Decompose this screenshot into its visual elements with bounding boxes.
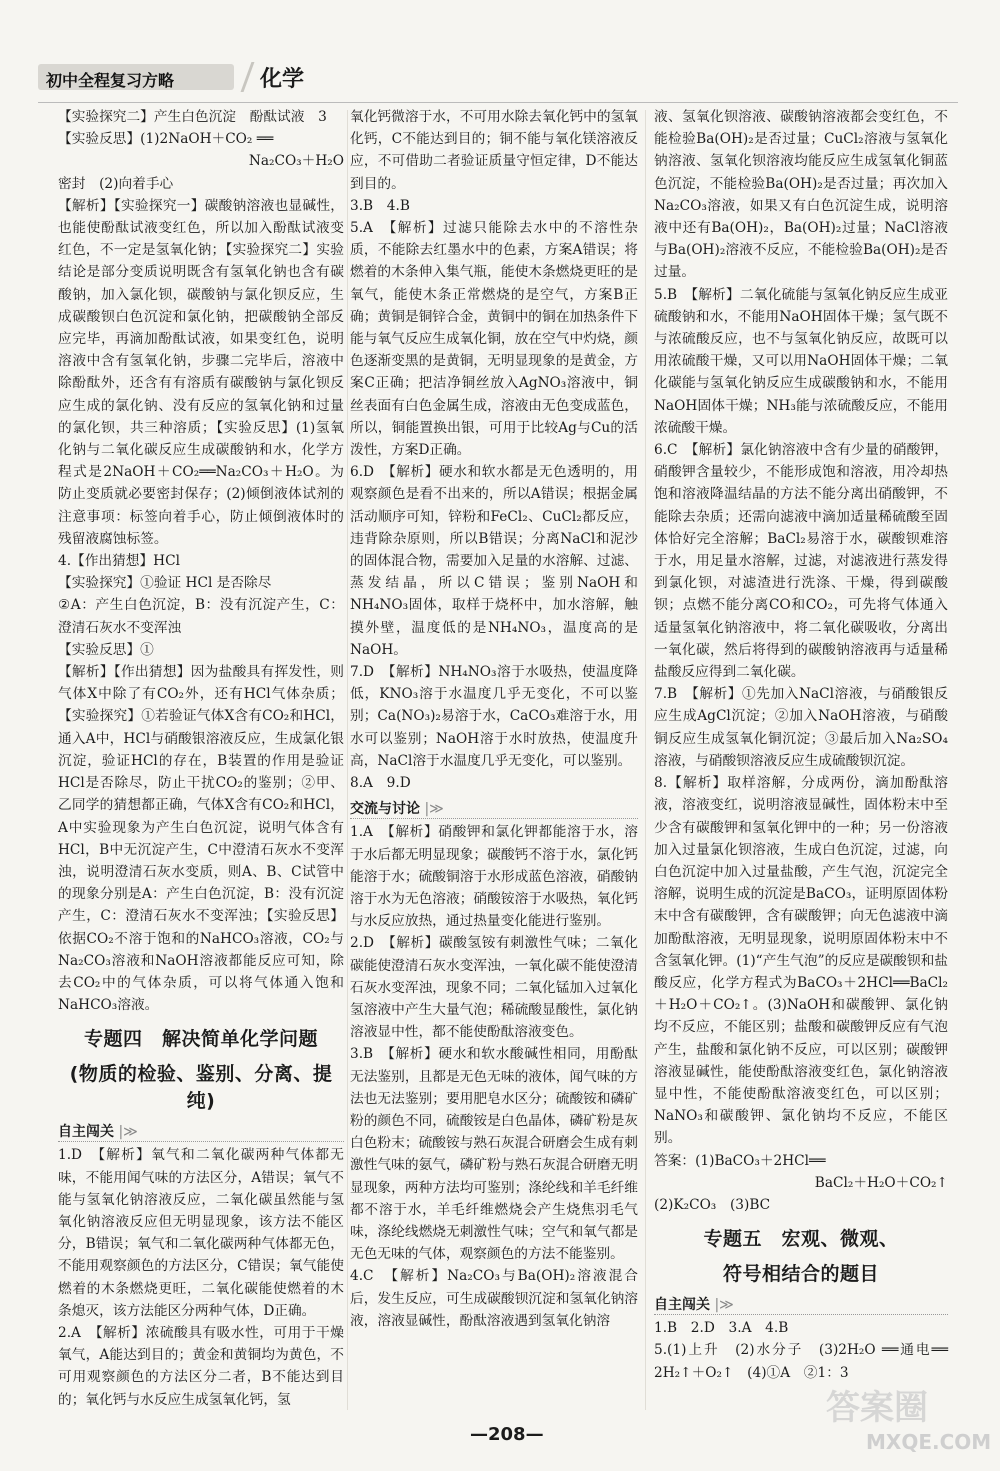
section-title: 专题四 解决简单化学问题 [83,1028,318,1051]
paragraph: 4.【作出猜想】HCl [58,553,180,570]
watermark-logo: 答案圈 [826,1388,928,1428]
paragraph: 7.D 【解析】NH₄NO₃溶于水吸热，使温度降低，KNO₃溶于水温度几乎无变化，不可以鉴别；Ca(NO₃)₂易溶于水，CaCO₃难溶于水，用水可以鉴别；NaOH溶于水时放热，使温度升高，NaCl溶于水温度几乎无变化，可以鉴别。 [350,664,638,769]
subsection-heading [58,1121,344,1142]
column-middle [350,106,638,1332]
paragraph: 8.【解析】取样溶解，分成两份，滴加酚酞溶液，溶液变红，说明溶液显碱性，固体粉末中至少含有碳酸钾和氢氧化钾中的一种；另一份溶液加入过量氯化钡溶液，生成白色沉淀，过滤，向白色沉淀中加入过量盐酸，产生气泡，沉淀完全溶解，说明生成的沉淀是BaCO₃，证明原固体粉末中含有碳酸钾，含有碳酸钾；向无色滤液中滴加酚酞溶液，无明显现象，说明原固体粉末中不含氢氧化钾。(1)“产生气泡”的反应是碳酸钡和盐酸反应，化学方程式为BaCO₃＋2HCl══BaCl₂＋H₂O＋CO₂↑。(3)NaOH和碳酸钾、氯化钠均不反应，不能区别；盐酸和碳酸钾反应有气泡产生，盐酸和氯化钠不反应，可以区别；碳酸钾溶液显碱性，能使酚酞溶液变红色，氯化钠溶液显中性，不能使酚酞溶液变红色，可以区别；NaNO₃和碳酸钾、氯化钠均不反应，不能区别。 [654,775,948,1147]
chevron-icon: |≫ [710,1297,734,1314]
paragraph: 3.B 4.B [350,197,410,214]
column-divider [645,110,646,1410]
paragraph: 5.A 【解析】过滤只能除去水中的不溶性杂质，不能除去红墨水中的色素，方案A错误；将燃着的木条伸入集气瓶，能使木条燃烧更旺的是氧气，能使木条正常燃烧的是空气，方案B正确；黄铜是铜锌合金，黄铜中的铜在加热条件下能与氧气反应生成氧化铜，放在空气中灼烧，颜色逐渐变黑的是黄铜，无明显现象的是黄金，方案C正确；把洁净铜丝放入AgNO₃溶液中，铜丝表面有白色金属生成，溶液由无色变成蓝色，所以，铜能置换出银，可用于比较Ag与Cu的活泼性，方案D正确。 [350,220,638,459]
paragraph: 8.A 9.D [350,775,411,792]
paragraph: 1.B 2.D 3.A 4.B [654,1320,789,1337]
answer-line: 答案：(1)BaCO₃＋2HCl══ [654,1152,826,1169]
chevron-icon: |≫ [420,801,444,818]
paragraph: 【实验探究二】产生白色沉淀 酚酞试液 3 [58,109,327,125]
equation-line: BaCl₂＋H₂O＋CO₂↑ [814,1174,948,1191]
paragraph: 2.D 【解析】碳酸氢铵有刺激性气味；二氧化碳能使澄清石灰水变浑浊，一氧化碳不能使澄清石灰水变浑浊，现象不同；二氧化锰加入过氧化氢溶液中产生大量气泡；稀硫酸显酸性，氯化钠溶液显中性，都不能使酚酞溶液变色。 [350,935,638,1041]
paragraph: 【实验探究】①验证 HCl 是否除尽 [58,575,272,592]
paragraph: ②A：产生白色沉淀，B：没有沉淀产生，C：澄清石灰水不变浑浊 [58,597,344,636]
paragraph: 液、氢氧化钡溶液、碳酸钠溶液都会变红色，不能检验Ba(OH)₂是否过量；CuCl₂溶液与氢氧化钠溶液、氢氧化钡溶液均能反应生成氢氧化铜蓝色沉淀，不能检验Ba(OH)₂是否过量；再次加入Na₂CO₃溶液，如果又有白色沉淀生成，说明溶液中还有Ba(OH)₂，Ba(OH)₂过量；NaCl溶液与Ba(OH)₂溶液不反应，不能检验Ba(OH)₂是否过量。 [654,109,948,281]
subsection-label: 自主闯关 [654,1297,710,1314]
column-divider [347,110,348,1410]
subsection-label: 交流与讨论 [350,801,420,818]
page-number: —208— [470,1424,544,1445]
paragraph: 【解析】【作出猜想】因为盐酸具有挥发性，则气体X中除了有CO₂外，还有HCl气体杂质；【实验探究】①若验证气体X含有CO₂和HCl，通入A中，HCl与硝酸银溶液反应，生成氯化银沉淀，验证HCl的存在，B装置的作用是验证HCl是否除尽，防止干扰CO₂的鉴别；②甲、乙同学的猜想都正确，气体X含有CO₂和HCl，A中实验现象为产生白色沉淀，说明气体含有HCl，B中无沉淀产生，C中澄清石灰水不变浑浊，说明澄清石灰水变质，则A、B、C试管中的现象分别是A：产生白色沉淀，B：没有沉淀产生，C：澄清石灰水不变浑浊；【实验反思】依据CO₂不溶于饱和的NaHCO₃溶液，CO₂与Na₂CO₃溶液和NaOH溶液都能反应可知，除去CO₂中的气体杂质，可以将气体通入饱和NaHCO₃溶液。 [58,664,344,1014]
subsection-heading [654,1294,948,1315]
equation-line: Na₂CO₃＋H₂O [248,153,344,170]
paragraph: 5.(1)上升 (2)水分子 (3)2H₂O ══通电══ 2H₂↑＋O₂↑ (4)①A ②1：3 [654,1342,948,1381]
column-right [654,106,948,1384]
paragraph: 7.B 【解析】①先加入NaCl溶液，与硝酸银反应生成AgCl沉淀；②加入NaOH溶液，与硝酸铜反应生成氢氧化铜沉淀；③最后加入Na₂SO₄溶液，与硝酸钡溶液反应生成硫酸钡沉淀。 [654,686,948,769]
subject-title: 化学 [260,67,305,92]
header-divider [231,62,255,92]
paragraph: 【实验反思】① [58,641,154,658]
section-title: 专题五 宏观、微观、 [703,1228,899,1251]
section-subtitle: 符号相结合的题目 [722,1263,879,1286]
header-rule [38,102,958,103]
page-header [38,62,958,98]
paragraph: 6.D 【解析】硬水和软水都是无色透明的，用观察颜色是看不出来的，所以A错误；根据金属活动顺序可知，锌粉和FeCl₂、CuCl₂都反应，违背除杂原则，所以B错误；分离NaCl和泥沙的固体混合物，需要加入足量的水溶解、过滤、蒸发结晶，所以C错误；鉴别NaOH和NH₄NO₃固体，取样于烧杯中，加水溶解，触摸外壁，温度低的是NH₄NO₃，温度高的是NaOH。 [350,464,638,658]
paragraph: 4.C 【解析】Na₂CO₃与Ba(OH)₂溶液混合后，发生反应，可生成碳酸钡沉淀和氢氧化钠溶液，溶液显碱性，酚酞溶液遇到氢氧化钠溶 [350,1268,638,1329]
paragraph: 【实验反思】(1)2NaOH＋CO₂ ══ [58,131,274,148]
paragraph: 3.B 【解析】硬水和软水酸碱性相同，用酚酞无法鉴别，且都是无色无味的液体，闻气味的方法也无法鉴别；要用肥皂水区分；硫酸铵和磷矿粉的颜色不同，硫酸铵是白色晶体，磷矿粉是灰白色粉末；硫酸铵与熟石灰混合研磨会生成有刺激性气味的氨气，磷矿粉与熟石灰混合研磨无明显现象，两种方法均可鉴别；涤纶线和羊毛纤维都不溶于水，羊毛纤维燃烧会产生烧焦羽毛气味，涤纶线燃烧无刺激性气味；空气和氧气都是无色无味的气体，观察颜色的方法不能鉴别。 [350,1046,638,1263]
subsection-label: 自主闯关 [58,1124,114,1141]
subsection-heading [350,798,638,819]
paragraph: 密封 (2)向着手心 [58,175,174,192]
paragraph: 5.B 【解析】二氧化硫能与氢氧化钠反应生成亚硫酸钠和水，不能用NaOH固体干燥；氢气既不与浓硫酸反应，也不与氢氧化钠反应，故既可以用浓硫酸干燥，又可以用NaOH固体干燥；二氧化碳能与氢氧化钠反应生成碳酸钠和水，不能用NaOH固体干燥；NH₃能与浓硫酸反应，不能用浓硫酸干燥。 [654,286,948,436]
paragraph: 1.A 【解析】硝酸钾和氯化钾都能溶于水，溶于水后都无明显现象；碳酸钙不溶于水，氯化钙能溶于水；硫酸铜溶于水形成蓝色溶液，硝酸钠溶于水为无色溶液；硝酸铵溶于水吸热，氧化钙与水反应放热，通过热量变化能进行鉴别。 [350,824,638,930]
chevron-icon: |≫ [114,1124,138,1141]
watermark-url: MXQE.COM [866,1430,992,1454]
paragraph: 6.C 【解析】氯化钠溶液中含有少量的硝酸钾，硝酸钾含量较少，不能形成饱和溶液，用冷却热饱和溶液降温结晶的方法不能分离出硝酸钾，不能除去杂质；还需向滤液中滴加适量稀硫酸至固体恰好完全溶解；BaCl₂易溶于水，碳酸钡难溶于水，用足量水溶解，过滤，对滤液进行蒸发得到氯化钡，对滤渣进行洗涤、干燥，得到碳酸钡；点燃不能分离CO和CO₂，可先将气体通入适量氢氧化钠溶液中，将二氧化碳吸收，分离出一氧化碳，然后将得到的碳酸钠溶液再与适量稀盐酸反应得到二氧化碳。 [654,442,948,681]
section-subtitle: (物质的检验、鉴别、分离、提纯) [69,1063,333,1113]
series-banner [38,64,234,90]
paragraph: 1.D 【解析】氧气和二氧化碳两种气体都无味，不能用闻气味的方法区分，A错误；氧气不能与氢氧化钠溶液反应，二氧化碳虽然能与氢氧化钠溶液反应但无明显现象，该方法不能区分，B错误；氧气和二氧化碳两种气体都无色，不能用观察颜色的方法区分，C错误；氧气能使燃着的木条燃烧更旺，二氧化碳能使燃着的木条熄灭，该方法能区分两种气体，D正确。 [58,1147,344,1319]
answer-line: (2)K₂CO₃ (3)BC [654,1196,771,1213]
series-title: 初中全程复习方略 [46,71,175,90]
paragraph: 氧化钙微溶于水，不可用水除去氧化钙中的氢氧化钙，C不能达到目的；铜不能与氧化镁溶液反应，不可借助二者验证质量守恒定律，D不能达到目的。 [350,109,638,192]
column-left [58,106,344,1411]
paragraph: 2.A 【解析】浓硫酸具有吸水性，可用于干燥氧气，A能达到目的；黄金和黄铜均为黄色，不可用观察颜色的方法区分二者，B不能达到目的；氧化钙与水反应生成氢氧化钙，氢 [58,1324,344,1408]
paragraph: 【解析】【实验探究一】碳酸钠溶液也显碱性，也能使酚酞试液变红色，所以加入酚酞试液变红色，不一定是氢氧化钠；【实验探究二】实验结论是部分变质说明既含有氢氧化钠也含有碳酸钠，加入氯化钡，碳酸钠与氯化钡反应，生成碳酸钡白色沉淀和氯化钠，把碳酸钠全部反应完毕，再滴加酚酞试液，如果变红色，说明溶液中含有氢氧化钠，步骤二完毕后，溶液中除酚酞外，还含有有溶质有碳酸钠与氯化钡反应生成的氯化钠、没有反应的氢氧化钠和过量的氯化钡，共三种溶质；【实验反思】(1)氢氧化钠与二氧化碳反应生成碳酸钠和水，化学方程式是2NaOH＋CO₂══Na₂CO₃＋H₂O。为防止变质就必要密封保存；(2)倾倒液体试剂的注意事项：标签向着手心，防止倾倒液体时的残留液腐蚀标签。 [58,197,344,547]
